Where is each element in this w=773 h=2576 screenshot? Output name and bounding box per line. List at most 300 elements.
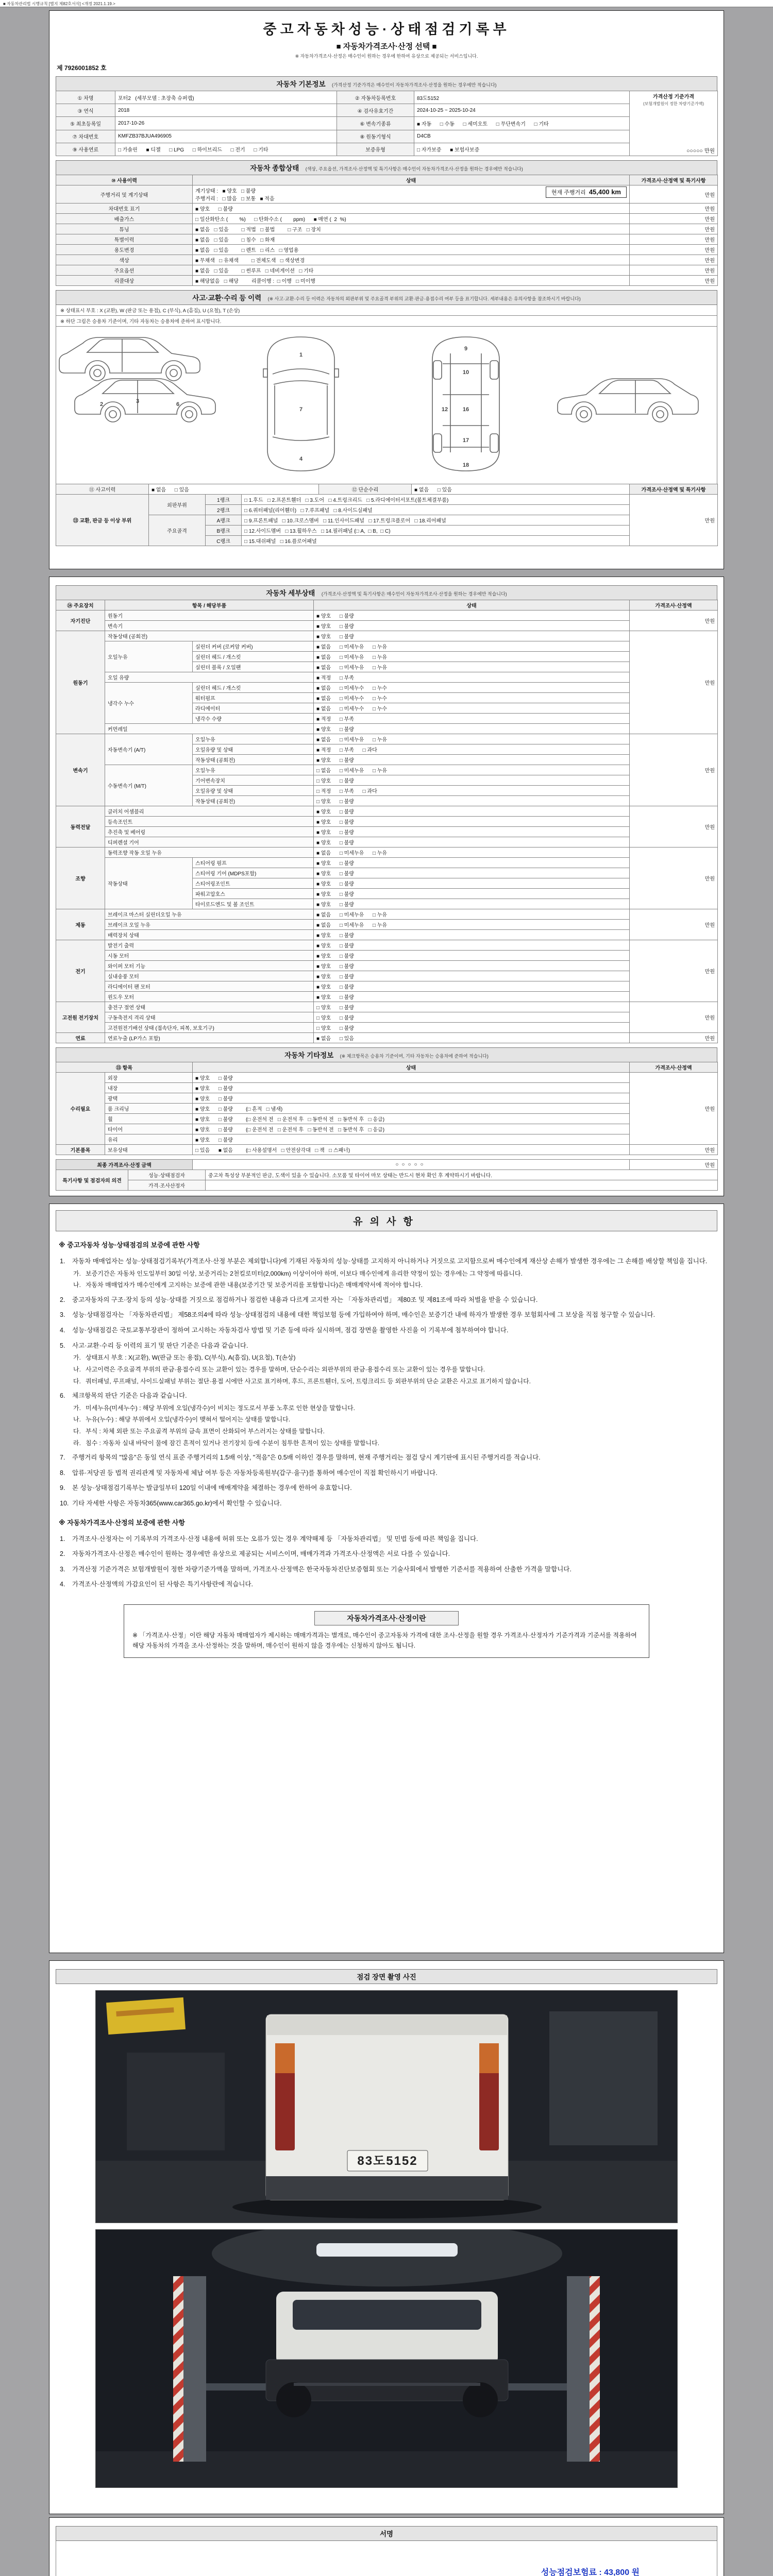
part-label: 실린더 헤드 / 개스킷 xyxy=(193,683,314,693)
part-label: 냉각수 수량 xyxy=(193,714,314,724)
part-label: 파워고압호스 xyxy=(193,889,314,899)
basic-info-band xyxy=(56,76,717,91)
rankA-items: □ 9.프론트패널 □ 10.크로스멤버 □ 11.인사이드패널 □ 17.트렁크플로어 □ 18.리어패널 xyxy=(242,515,630,526)
detail-title: 자동차 세부상태 xyxy=(266,589,315,597)
accident-title: 사고·교환·수리 등 이력 xyxy=(192,294,262,302)
item-label: 디퍼렌셜 기어 xyxy=(105,837,314,848)
state-cell: □ 양호 □ 불량 xyxy=(314,796,630,806)
state-cell: ■ 없음 □ 미세누수 □ 누수 xyxy=(314,683,630,693)
panel-basic xyxy=(49,10,724,569)
state-cell: 현재 주행거리 45,400 km 계기상태 : ■ 양호 □ 불량 주행거리 : □ 많음 □ 보통 ■ 적음 xyxy=(193,185,630,204)
diagram-number: 18 xyxy=(462,462,469,468)
price-cell: 만원 xyxy=(630,1033,718,1043)
item-label: 튜닝 xyxy=(56,224,193,234)
notice-item: 2. 자동차가격조사·산정은 매수인이 원하는 경우에만 유상으로 제공되는 서비스이며, 매매가격과 가격조사·산정액은 서로 다를 수 있습니다. xyxy=(60,1550,450,1558)
item-label: 보유상태 xyxy=(105,1145,193,1155)
column-header: 가격조사·산정액 xyxy=(630,600,718,611)
item-label: 라디에이터 팬 모터 xyxy=(105,981,314,992)
item-label: 수동변속기 (M/T) xyxy=(105,765,193,806)
state-cell: ■ 해당없음 □ 해당 리콜이행 : □ 이행 □ 미이행 xyxy=(193,276,630,286)
panel-notice xyxy=(49,1204,724,1953)
group-label: 수리필요 xyxy=(56,1073,105,1145)
basic-info-title: 자동차 기본정보 xyxy=(276,80,326,88)
price-cell: 만원 xyxy=(630,734,718,806)
item-label: 충전구 절연 상태 xyxy=(105,1002,314,1012)
rank-label: 1랭크 xyxy=(206,495,242,505)
part-label: 워터펌프 xyxy=(193,693,314,703)
simple-repair-value: ■ 없음 □ 있음 xyxy=(412,484,630,495)
car-diagram-svg xyxy=(56,328,717,480)
accident-band xyxy=(56,290,717,305)
part-label: 오일누유 xyxy=(193,734,314,744)
model-year-value: 2018 xyxy=(115,104,337,117)
item-label: 작동상태 (공회전) xyxy=(105,631,314,641)
notice-item: 4. 가격조사·산정액의 가감요인이 된 사항은 특기사항란에 적습니다. xyxy=(60,1581,254,1588)
part-label: 스티어링 기어 (MDPS포함) xyxy=(193,868,314,878)
inspector-label: 성능·상태점검자 xyxy=(128,1170,206,1180)
notice-subitem: 다. 쿼터패널, 루프패널, 사이드실패널 부위는 절단·용접 시에만 사고로 표기하며, 후드, 프론트휀더, 도어, 트렁크리드 등 외판부위의 단순 교환은 사고로 표기하지 않습니다. xyxy=(73,1377,531,1385)
price-eval-select-label: ■ 자동차가격조사·산정 선택 ■ xyxy=(336,42,437,51)
state-cell: □ 적정 □ 부족 □ 과다 xyxy=(314,786,630,796)
state-cell: ■ 양호 □ 불량 xyxy=(314,837,630,848)
photos-title: 점검 장면 촬영 사진 xyxy=(357,1973,416,1981)
state-cell: ■ 없음 □ 미세누유 □ 누유 xyxy=(314,652,630,662)
notice-subitem: 가. 보증기간은 자동차 인도일부터 30일 이상, 보증거리는 2천킬로미터(2,000km) 이상이어야 하며, 이보다 매수인에게 유리한 약정이 있는 경우에는 그 약정에 따릅니다. xyxy=(73,1269,523,1277)
field-label: ① 차명 xyxy=(56,91,115,104)
item-label: 작동상태 xyxy=(105,858,193,909)
state-cell: □ 있음 ■ 없음 (□ 사용설명서 □ 안전삼각대 □ 잭 □ 스패너) xyxy=(193,1145,630,1155)
vin-value: KMFZB37BJUA496905 xyxy=(115,130,337,143)
appraiser-opinion xyxy=(206,1180,718,1191)
state-cell: ■ 없음 □ 있음 □ 썬루프 □ 네비게이션 □ 기타 xyxy=(193,265,630,276)
notice-subitem: 다. 부식 : 차체 외판 또는 주요골격 부위의 금속 표면이 산화되어 부스러지는 상태를 말합니다. xyxy=(73,1427,325,1435)
notice-item: 7. 주행거리 항목의 "많음"은 동일 연식 표준 주행거리의 1.5배 이상, "적음"은 0.5배 이하인 경우를 말하며, 현재 주행거리는 점검 당시 계기판에 표시된 주행거리를 적습니다. xyxy=(60,1454,541,1462)
item-label: 외장 xyxy=(105,1073,193,1083)
engine-type-value: D4CB xyxy=(414,130,630,143)
diagram-number: 4 xyxy=(299,456,303,462)
item-label: 타이어 xyxy=(105,1124,193,1134)
item-label: 색상 xyxy=(56,255,193,265)
accident-history-value: ■ 없음 □ 있음 xyxy=(149,484,319,495)
notice-item: 6. 체크항목의 판단 기준은 다음과 같습니다. xyxy=(60,1392,187,1400)
state-cell: ■ 양호 □ 불량 xyxy=(314,971,630,981)
column-header: ⑩ 사용이력 xyxy=(56,175,193,185)
notice-subitem: 가. 미세누유(미세누수) : 해당 부위에 오일(냉각수)이 비치는 정도로서 부품 노후로 인한 현상을 말합니다. xyxy=(73,1404,356,1412)
item-label: 등속조인트 xyxy=(105,817,314,827)
signature-area xyxy=(56,2541,717,2576)
state-cell: ■ 양호 □ 불량 xyxy=(314,930,630,940)
photo-rear-view xyxy=(96,1991,677,2223)
photos-band xyxy=(56,1969,717,1984)
opinion-table xyxy=(56,1170,718,1191)
comprehensive-band xyxy=(56,160,717,175)
diagram-note-legend: ※ 하단 그림은 승용차 기준이며, 기타 자동차는 승용차에 준하여 표시합니다. xyxy=(56,316,717,327)
state-cell: ■ 양호 □ 불량 xyxy=(314,858,630,868)
item-label: 클러치 어셈블리 xyxy=(105,806,314,817)
state-cell: ■ 없음 □ 미세누유 □ 누유 xyxy=(314,920,630,930)
photo-lift-view xyxy=(96,2230,677,2487)
inspection-photo-2 xyxy=(95,2229,678,2488)
part-label: 기어변속장치 xyxy=(193,775,314,786)
misc-band xyxy=(56,1047,717,1062)
item-label: 냉각수 누수 xyxy=(105,683,193,724)
part-label: 스티어링 펌프 xyxy=(193,858,314,868)
item-label: 주행거리 및 계기상태 xyxy=(56,185,193,204)
column-header: ⑭ 주요장치 xyxy=(56,600,105,611)
item-label: 자동변속기 (A/T) xyxy=(105,734,193,765)
group-label: 동력전달 xyxy=(56,806,105,848)
part-label: 작동상태 (공회전) xyxy=(193,796,314,806)
notice-item: 3. 성능·상태점검자는 「자동차관리법」 제58조의4에 따라 성능·상태점검의 내용에 대한 책임보험 등에 가입하여야 하며, 매수인은 보증기간 내에 하자가 발생한 경우 보험회사에 그 보상을 직접 청구할 수 있습니다. xyxy=(60,1311,656,1319)
price-cell: 만원 xyxy=(630,1073,718,1145)
notice-item: 5. 사고·교환·수리 등 이력의 표기 및 판단 기준은 다음과 같습니다. xyxy=(60,1342,248,1349)
item-label: 리콜대상 xyxy=(56,276,193,286)
state-cell: ■ 없음 □ 미세누유 □ 누유 xyxy=(314,662,630,672)
group-label: 변속기 xyxy=(56,734,105,806)
item-label: 고전원전기배선 상태 (접속단자, 피복, 보호기구) xyxy=(105,1023,314,1033)
diagram-number: 9 xyxy=(464,346,468,352)
final-price-table xyxy=(56,1159,718,1170)
part-label: 작동상태 (공회전) xyxy=(193,755,314,765)
state-cell: ■ 양호 □ 불량 xyxy=(314,992,630,1002)
state-cell: ■ 없음 □ 미세누유 □ 누유 xyxy=(314,909,630,920)
license-plate-text: 83도5152 xyxy=(357,2154,418,2168)
state-cell: ■ 양호 □ 불량 xyxy=(314,878,630,889)
price-column-header: 가격조사·산정액 및 특기사항 xyxy=(630,484,718,495)
state-cell: ■ 무채색 □ 유채색 □ 전체도색 □ 색상변경 xyxy=(193,255,630,265)
diagram-number: 1 xyxy=(299,352,303,358)
group-label: 제동 xyxy=(56,909,105,940)
state-cell: ■ 양호 □ 불량 xyxy=(314,981,630,992)
basic-info-table xyxy=(56,91,718,156)
item-label: 실내송풍 모터 xyxy=(105,971,314,981)
base-price-cell xyxy=(630,91,718,156)
misc-table xyxy=(56,1062,718,1155)
final-price-value: ○○○○○ xyxy=(193,1160,630,1170)
item-label: 내장 xyxy=(105,1083,193,1093)
price-eval-definition-text: ※ 「가격조사·산정」이란 해당 자동차 매매업자가 제시하는 매매가격과는 별개로, 매수인이 중고자동차 가격에 대한 조사·산정을 원할 경우 가격조사·산정자가 기준가격과 기준서를 적용하여 해당 자동차의 가격을 조사·산정하는 것을 말하며, 매수인이 원하지 않을 경우에는 신청하지 않아도 됩니다. xyxy=(132,1632,637,1649)
item-label: 오일 유량 xyxy=(105,672,314,683)
price-eval-definition-box xyxy=(124,1604,649,1658)
price-cell: 만원 xyxy=(630,185,718,204)
price-cell: 만원 xyxy=(630,848,718,909)
signature-title: 서명 xyxy=(379,2530,394,2538)
state-cell: ■ 없음 □ 있음 □ 렌트 □ 리스 □ 영업용 xyxy=(193,245,630,255)
state-cell: ■ 없음 □ 미세누수 □ 누수 xyxy=(314,693,630,703)
group-label: 기본품목 xyxy=(56,1145,105,1155)
state-cell: ■ 적정 □ 부족 □ 과다 xyxy=(314,744,630,755)
item-label: 원동기 xyxy=(105,611,314,621)
part-label: 오일유량 및 상태 xyxy=(193,786,314,796)
registration-number-value: 83도5152 xyxy=(414,91,630,104)
state-cell: □ 없음 □ 미세누유 □ 누유 xyxy=(314,765,630,775)
inspector-opinion: 중고차 특성상 부분적인 판금, 도색이 있을 수 있습니다. 소모품 및 타이어 마모 상태는 반드시 현차 확인 후 계약하시기 바랍니다. xyxy=(206,1170,718,1180)
column-header: 상태 xyxy=(193,175,630,185)
group-label: 전기 xyxy=(56,940,105,1002)
notice-item: 1. 자동차 매매업자는 성능·상태점검기록부(가격조사·산정 부분은 제외합니다)에 기재된 자동차의 성능·상태를 고지하지 아니하거나 거짓으로 고지함으로써 매수인에게 재산상 손해가 발생한 경우에는 그 손해를 배상할 책임을 집니다. xyxy=(60,1258,708,1265)
price-cell: 만원 xyxy=(630,234,718,245)
main-frame-label: 주요골격 xyxy=(149,515,206,546)
part-label: 오일유량 및 상태 xyxy=(193,744,314,755)
item-label: 특별이력 xyxy=(56,234,193,245)
notice-item: 9. 본 성능·상태점검기록부는 발급일부터 120일 이내에 매매계약을 체결하는 경우에 한하여 유효합니다. xyxy=(60,1484,352,1492)
diagram-number: 16 xyxy=(462,406,469,413)
field-label: ⑧ 원동기형식 xyxy=(337,130,414,143)
price-cell: 만원 xyxy=(630,611,718,631)
field-label: ④ 검사유효기간 xyxy=(337,104,414,117)
comprehensive-table xyxy=(56,175,718,286)
item-label: 변속기 xyxy=(105,621,314,631)
part-label: 라디에이터 xyxy=(193,703,314,714)
fuel-checkboxes: □ 가솔린 ■ 디젤 □ LPG □ 하이브리드 □ 전기 □ 기타 xyxy=(115,143,337,156)
accident-history-table xyxy=(56,484,718,495)
state-cell: ■ 양호 □ 불량 xyxy=(193,1093,630,1104)
base-price-note: (보험개발원이 정한 차량기준가액) xyxy=(643,101,704,106)
price-cell: 만원 xyxy=(630,631,718,734)
price-cell: 만원 xyxy=(630,214,718,224)
car-damage-diagrams xyxy=(56,327,717,484)
appraiser-label: 가격·조사산정자 xyxy=(128,1180,206,1191)
price-cell: 만원 xyxy=(630,495,718,546)
item-label: 커먼레일 xyxy=(105,724,314,734)
item-label: 주요옵션 xyxy=(56,265,193,276)
notice-item: 8. 압류·저당권 등 법적 권리관계 및 자동차세 체납 여부 등은 자동차등록원부(갑구·을구)를 통하여 매수인이 직접 확인하시기 바랍니다. xyxy=(60,1469,438,1477)
misc-note: (※ 체크항목은 승용차 기준이며, 기타 자동차는 승용차에 준하여 적습니다) xyxy=(340,1054,489,1059)
first-registration-value: 2017-10-26 xyxy=(115,117,337,130)
column-header: ⑮ 항목 xyxy=(56,1062,193,1073)
item-label: 휠 xyxy=(105,1114,193,1124)
field-label: ③ 연식 xyxy=(56,104,115,117)
price-cell: 만원 xyxy=(630,276,718,286)
final-price-unit: 만원 xyxy=(630,1160,718,1170)
column-header: 가격조사·산정액 및 특기사항 xyxy=(630,175,718,185)
notice-item: 2. 중고자동차의 구조·장치 등의 성능·상태를 거짓으로 점검하거나 점검한 내용과 다르게 고지한 자는 「자동차관리법」 제80조 및 제81조에 따라 처벌을 받을 수 있습니다. xyxy=(60,1296,538,1303)
field-label: ⑥ 변속기종류 xyxy=(337,117,414,130)
state-cell: ■ 양호 □ 불량 xyxy=(314,724,630,734)
notice-item: 4. 성능·상태점검은 국토교통부장관이 정하여 고시하는 자동차검사 방법 및 기준 등에 따라 실시하며, 점검 장면을 촬영한 사진을 이 기록부에 첨부하여야 합니다. xyxy=(60,1327,509,1334)
item-label: 배력장치 상태 xyxy=(105,930,314,940)
field-label: ⑨ 사용연료 xyxy=(56,143,115,156)
item-label: 구동축전지 격리 상태 xyxy=(105,1012,314,1023)
state-cell: □ 양호 □ 불량 xyxy=(314,775,630,786)
price-cell: 만원 xyxy=(630,1145,718,1155)
group-label: 고전원 전기장치 xyxy=(56,1002,105,1033)
part-label: 실린더 블록 / 오일팬 xyxy=(193,662,314,672)
notice-subitem: 가. 상태표시 부호 : X(교환), W(판금 또는 용접), C(부식), A(흠집), U(요철), T(손상) xyxy=(73,1354,296,1362)
rank-label: 2랭크 xyxy=(206,505,242,515)
item-label: 유리 xyxy=(105,1134,193,1145)
diagram-number: 7 xyxy=(299,406,303,413)
item-label: 룸 크리닝 xyxy=(105,1104,193,1114)
price-cell: 만원 xyxy=(630,909,718,940)
price-eval-select-note: ※ 자동차가격조사·산정은 매수인이 원하는 경우에 한하여 유상으로 제공되는 서비스입니다. xyxy=(295,54,478,59)
price-cell: 만원 xyxy=(630,806,718,848)
state-cell: ■ 양호 □ 불량 xyxy=(314,631,630,641)
item-label: 브레이크 마스터 실린더오일 누유 xyxy=(105,909,314,920)
column-header: 상태 xyxy=(193,1062,630,1073)
state-cell: ■ 없음 □ 미세누유 □ 누유 xyxy=(314,734,630,744)
opinion-section-label: 특기사항 및 점검자의 의견 xyxy=(56,1170,128,1191)
rank2-items: □ 6.쿼터패널(리어휀더) □ 7.루프패널 □ 8.사이드실패널 xyxy=(242,505,630,515)
item-label: 광택 xyxy=(105,1093,193,1104)
item-label: 배출가스 xyxy=(56,214,193,224)
group-label: 자기진단 xyxy=(56,611,105,631)
comp-body xyxy=(56,185,718,286)
rank1-items: □ 1.후드 □ 2.프론트휀더 □ 3.도어 □ 4.트렁크리드 □ 5.라디에이터서포트(볼트체결부품) xyxy=(242,495,630,505)
group-label: 조향 xyxy=(56,848,105,909)
basic-info-note: (가격산정 기준가격은 매수인이 자동차가격조사·산정을 원하는 경우에만 적습니다) xyxy=(331,82,497,88)
field-label: ⑦ 차대번호 xyxy=(56,130,115,143)
column-header: 가격조사·산정액 xyxy=(630,1062,718,1073)
accident-note: (※ 사고·교환·수리 등 이력은 자동차의 외판부위 및 주요골격 부위의 교환·판금·용접수리 여부 등을 표기합니다. 세부내용은 유의사항을 참조하시기 바랍니다) xyxy=(267,296,581,301)
simple-repair-label: ⑫ 단순수리 xyxy=(319,484,412,495)
field-label: ⑤ 최초등록일 xyxy=(56,117,115,130)
item-label: 발전기 출력 xyxy=(105,940,314,951)
state-cell: ■ 양호 □ 불량 xyxy=(314,889,630,899)
notice-item: 10. 기타 자세한 사항은 자동차365(www.car365.go.kr)에서 확인할 수 있습니다. xyxy=(60,1499,282,1507)
accident-history-label: ⑪ 사고이력 xyxy=(56,484,149,495)
price-cell: 만원 xyxy=(630,940,718,1002)
state-cell: ■ 양호 □ 불량 xyxy=(314,817,630,827)
item-label: 동력조향 작동 오일 누유 xyxy=(105,848,314,858)
exchange-section-label: ⑬ 교환, 판금 등 이상 부위 xyxy=(56,495,149,546)
state-cell: ■ 양호 □ 불량 xyxy=(314,961,630,971)
signature-band xyxy=(56,2526,717,2541)
state-cell: □ 양호 □ 불량 xyxy=(314,1002,630,1012)
item-label: 추진축 및 베어링 xyxy=(105,827,314,837)
price-cell: 만원 xyxy=(630,204,718,214)
field-label: 보증유형 xyxy=(337,143,414,156)
comprehensive-note: (색상, 주요옵션, 가격조사·산정액 및 특기사항은 매수인이 자동차가격조사·산정을 원하는 경우에만 적습니다) xyxy=(305,166,523,172)
state-cell: ■ 없음 □ 미세누수 □ 누수 xyxy=(314,703,630,714)
item-label: 연료누출 (LP가스 포함) xyxy=(105,1033,314,1043)
transmission-checkboxes: ■ 자동 □ 수동 □ 세미오토 □ 무단변속기 □ 기타 xyxy=(414,117,630,130)
notice-item: 3. 가격산정 기준가격은 보험개발원이 정한 차량기준가액을 말하며, 가격조사·산정액은 한국자동차진단보증협회 또는 기술사회에서 발행한 기준서를 적용하여 산출한 가격을 말합니다. xyxy=(60,1565,572,1573)
state-cell: ■ 양호 □ 불량 xyxy=(314,621,630,631)
notice-subitem: 나. 누유(누수) : 해당 부위에서 오일(냉각수)이 맺혀서 떨어지는 상태를 말합니다. xyxy=(73,1416,291,1423)
state-cell: ■ 없음 □ 있음 □ 침수 □ 화재 xyxy=(193,234,630,245)
item-label: 용도변경 xyxy=(56,245,193,255)
state-cell: ■ 양호 □ 불량 xyxy=(314,827,630,837)
diagram-number: 3 xyxy=(136,398,140,404)
group-label: 연료 xyxy=(56,1033,105,1043)
part-label: 실린더 커버 (로커암 커버) xyxy=(193,641,314,652)
group-label: 원동기 xyxy=(56,631,105,734)
misc-title: 자동차 기타정보 xyxy=(284,1052,334,1059)
inspection-photo-1 xyxy=(95,1990,678,2223)
comprehensive-title: 자동차 종합상태 xyxy=(250,164,299,172)
state-cell: ■ 양호 □ 불량 xyxy=(314,868,630,878)
detail-table xyxy=(56,600,718,1043)
column-header: 상태 xyxy=(314,600,630,611)
rankB-items: □ 12.사이드멤버 □ 13.휠하우스 □ 14.필러패널 (□ A, □ B, □ C) xyxy=(242,526,630,536)
diagram-number: 10 xyxy=(462,369,469,376)
notice-list-2 xyxy=(56,1529,717,1590)
exchange-panel-table xyxy=(56,494,718,546)
state-cell: ■ 양호 □ 불량 xyxy=(193,1134,630,1145)
state-cell: ■ 양호 □ 불량 xyxy=(193,204,630,214)
notice-subitem: 라. 침수 : 자동차 실내 바닥이 물에 잠긴 흔적이 있거나 전기장치 등에 수분이 침투한 흔적이 있는 상태를 말합니다. xyxy=(73,1439,380,1447)
price-cell: 만원 xyxy=(630,245,718,255)
state-cell: □ 양호 □ 불량 xyxy=(314,1012,630,1023)
price-cell: 만원 xyxy=(630,255,718,265)
warranty-checkboxes: □ 자가보증 ■ 보험사보증 xyxy=(414,143,630,156)
document-number: 제 7926001852 호 xyxy=(57,64,107,72)
state-cell: ■ 양호 □ 불량 (□ 운전석 전 □ 운전석 후 □ 동반석 전 □ 동반석 후 □ 응급) xyxy=(193,1114,630,1124)
diagram-number: 17 xyxy=(462,437,469,444)
state-cell: ■ 양호 □ 불량 xyxy=(314,951,630,961)
inspection-fee: 성능점검보험료 : 43,800 원 xyxy=(541,2568,640,2576)
state-cell: ■ 없음 □ 있음 □ 적법 □ 불법 □ 구조 □ 장치 xyxy=(193,224,630,234)
inspection-period-value: 2024-10-25 ~ 2025-10-24 xyxy=(414,104,630,117)
notice-item: 1. 가격조사·산정자는 이 기록부의 가격조사·산정 내용에 허위 또는 오류가 있는 경우 계약해제 등 「자동차관리법」 및 민법 등에 따른 책임을 집니다. xyxy=(60,1535,478,1543)
part-label: 타이로드엔드 및 볼 조인트 xyxy=(193,899,314,909)
notice-title: 유의사항 xyxy=(56,1210,717,1231)
base-price-value: ○○○○○ 만원 xyxy=(686,148,715,154)
price-eval-definition-title: 자동차가격조사·산정이란 xyxy=(314,1611,459,1625)
panel-signature xyxy=(49,2517,724,2576)
part-label: 오일누유 xyxy=(193,765,314,775)
state-cell: ■ 양호 □ 불량 xyxy=(314,611,630,621)
part-label: 스티어링조인트 xyxy=(193,878,314,889)
state-cell: □ 일산화탄소 ( %) □ 탄화수소 ( ppm) ■ 매연 ( 2 %) xyxy=(193,214,630,224)
item-label: 와이퍼 모터 기능 xyxy=(105,961,314,971)
state-code-legend: ※ 상태표시 부호 : X (교환), W (판금 또는 용접), C (부식), A (흠집), U (요철), T (손상) xyxy=(56,305,717,316)
notice-section-2: ※ 자동차가격조사·산정의 보증에 관한 사항 xyxy=(59,1518,185,1527)
rank-label: B랭크 xyxy=(206,526,242,536)
detail-band xyxy=(56,585,717,600)
state-cell: ■ 양호 □ 불량 xyxy=(314,940,630,951)
final-price-label: 최종 가격조사·산정 금액 xyxy=(56,1160,193,1170)
price-cell: 만원 xyxy=(630,265,718,276)
state-cell: ■ 양호 □ 불량 xyxy=(314,755,630,765)
car-name-value: 포터2 (세부모델 : 초장축 슈퍼캡) xyxy=(115,91,337,104)
state-cell: ■ 없음 □ 미세누유 □ 누유 xyxy=(314,848,630,858)
base-price-label: 가격산정 기준가격 xyxy=(652,94,695,100)
state-cell: ■ 양호 □ 불량 (□ 운전석 전 □ 운전석 후 □ 동반석 전 □ 동반석 후 □ 응급) xyxy=(193,1124,630,1134)
det-body xyxy=(56,611,718,1043)
rankC-items: □ 15.대쉬패널 □ 16.플로어패널 xyxy=(242,536,630,546)
page-title: 중고자동차성능·상태점검기록부 xyxy=(263,22,510,37)
diagram-number: 2 xyxy=(99,401,104,408)
column-header: 항목 / 해당부품 xyxy=(105,600,314,611)
state-cell: ■ 양호 □ 불량 xyxy=(314,899,630,909)
misc-body xyxy=(56,1073,718,1155)
diagram-number: 12 xyxy=(441,406,448,413)
state-cell: ■ 적정 □ 부족 xyxy=(314,714,630,724)
state-cell: □ 양호 □ 불량 xyxy=(314,1023,630,1033)
state-cell: ■ 없음 □ 미세누유 □ 누유 xyxy=(314,641,630,652)
rank-label: A랭크 xyxy=(206,515,242,526)
state-cell: ■ 적정 □ 부족 xyxy=(314,672,630,683)
panel-detail xyxy=(49,577,724,1196)
notice-list-1 xyxy=(56,1251,717,1509)
detail-note: (가격조사·산정액 및 특기사항은 매수인이 자동차가격조사·산정을 원하는 경우에만 적습니다) xyxy=(321,591,507,597)
outer-panel-label: 외판부위 xyxy=(149,495,206,515)
item-label: 차대번호 표기 xyxy=(56,204,193,214)
current-mileage: 현재 주행거리 45,400 km xyxy=(546,187,627,198)
price-cell: 만원 xyxy=(630,224,718,234)
item-label: 시동 모터 xyxy=(105,951,314,961)
panel-photos xyxy=(49,1960,724,2514)
notice-subitem: 나. 자동차 매매업자가 매수인에게 고지하는 보증에 관한 내용(보증기간 및 보증거리를 포함합니다)은 매매계약서에 적어야 합니다. xyxy=(73,1281,423,1289)
rank-label: C랭크 xyxy=(206,536,242,546)
state-cell: ■ 양호 □ 불량 xyxy=(314,806,630,817)
notice-section-1: ※ 중고자동차 성능·상태점검의 보증에 관한 사항 xyxy=(59,1241,200,1249)
notice-subitem: 나. 사고이력은 주요골격 부위의 판금·용접수리 또는 교환이 있는 경우를 말하며, 단순수리는 외판부위의 판금·용접수리 또는 교환이 있는 경우를 말합니다. xyxy=(73,1365,485,1373)
field-label: ② 자동차등록번호 xyxy=(337,91,414,104)
item-label: 윈도우 모터 xyxy=(105,992,314,1002)
